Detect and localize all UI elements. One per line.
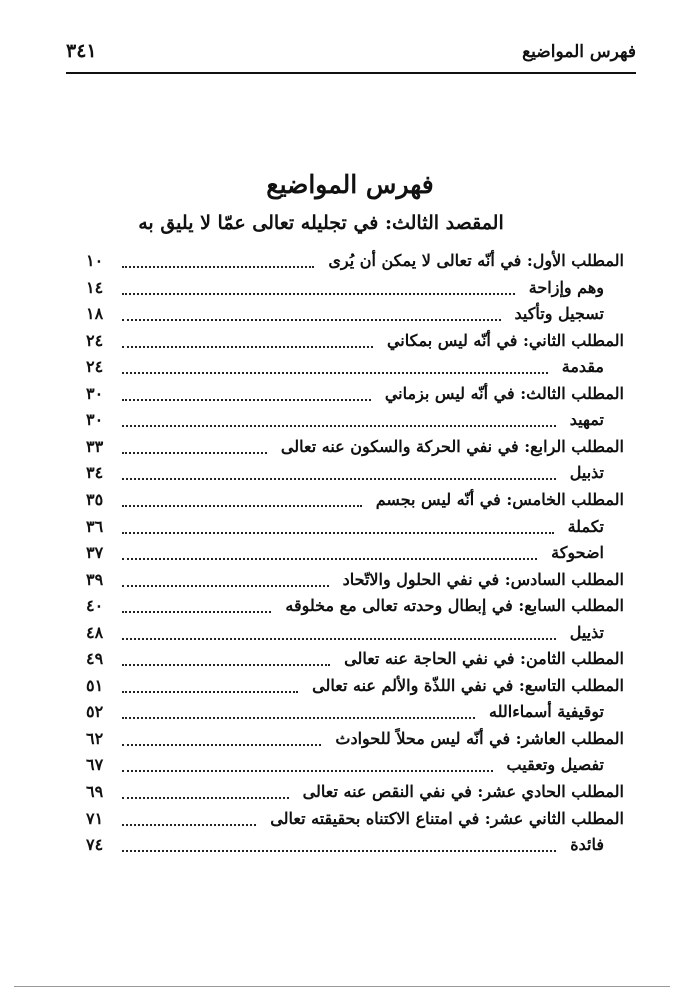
section-heading: المقصد الثالث: في تجليله تعالى عمّا لا يليق به [138, 212, 504, 234]
toc-entry [86, 833, 624, 857]
toc-entry [86, 780, 624, 804]
toc-entry [86, 807, 624, 831]
toc-entry-title: وهم وإزاحة [528, 277, 604, 297]
toc-entry-page: ٣٠ [86, 410, 104, 430]
toc-entry-title: تذبيل [569, 463, 604, 483]
toc-entry [86, 329, 624, 353]
toc-leader-dots [122, 611, 271, 613]
toc-entry-page: ٢٤ [86, 357, 104, 377]
toc-entry [86, 355, 624, 379]
toc-entry [86, 727, 624, 751]
toc-entry [86, 515, 624, 539]
toc-entry [86, 408, 624, 432]
toc-leader-dots [122, 691, 298, 693]
toc-entry-title: تمهيد [569, 410, 604, 430]
toc-leader-dots [122, 372, 548, 374]
toc-entry-page: ٣٧ [86, 543, 104, 563]
toc-leader-dots [122, 824, 256, 826]
toc-leader-dots [122, 744, 321, 746]
toc-entry [86, 541, 624, 565]
toc-leader-dots [122, 319, 501, 321]
toc-entry-title: تذييل [569, 622, 604, 642]
toc-entry [86, 568, 624, 592]
toc-entry-title: تكملة [567, 516, 604, 536]
toc-entry-page: ٥٢ [86, 702, 104, 722]
toc-entry-page: ٤٨ [86, 622, 104, 642]
toc-entry-title: تفصيل وتعقيب [506, 755, 604, 775]
toc-leader-dots [122, 770, 493, 772]
toc-entry-title: اضحوكة [551, 543, 604, 563]
toc-entry-page: ١٠ [86, 251, 104, 270]
toc-entry [86, 621, 624, 645]
toc-entry [86, 461, 624, 485]
toc-entry-page: ٣٩ [86, 569, 104, 589]
toc-entry-page: ٢٤ [86, 330, 104, 350]
toc-leader-dots [122, 452, 267, 454]
toc-entry [86, 647, 624, 671]
toc-entry-title: توقيفية أسماءالله [489, 702, 604, 722]
toc-entry-page: ٦٧ [86, 755, 104, 775]
page-number: ٣٤١ [66, 40, 97, 62]
toc-entry [86, 753, 624, 777]
toc-entry [86, 674, 624, 698]
toc-entry-title: المطلب الخامس: في أنّه ليس بجسم [375, 489, 624, 509]
toc-entry-title: المطلب الحادي عشر: في نفي النقص عنه تعالى [302, 782, 624, 801]
toc-entry-page: ٦٩ [86, 782, 104, 801]
toc-entry-page: ٤٩ [86, 649, 104, 669]
toc-leader-dots [122, 664, 330, 666]
toc-leader-dots [122, 266, 314, 268]
toc-entry-title: المطلب الثالث: في أنّه ليس بزماني [384, 383, 624, 403]
toc-entry-page: ٣٣ [86, 436, 104, 456]
toc-entry-page: ٥١ [86, 675, 104, 695]
toc-entry-page: ٣٤ [86, 463, 104, 483]
toc-entry-title: فائدة [570, 835, 604, 855]
toc-leader-dots [122, 425, 556, 427]
toc-entry-title: المطلب الثاني: في أنّه ليس بمكاني [386, 330, 624, 350]
toc-entry-title: المطلب الثامن: في نفي الحاجة عنه تعالى [344, 649, 624, 669]
toc-leader-dots [122, 399, 371, 401]
toc-entry-title: المطلب السابع: في إبطال وحدته تعالى مع مخلوقه [285, 596, 624, 616]
toc-leader-dots [122, 532, 554, 534]
bottom-rule [14, 986, 670, 987]
toc-entry-title: مقدمة [561, 357, 604, 377]
toc-entry-title: المطلب الأول: في أنّه تعالى لا يمكن أن يُرى [328, 251, 624, 270]
running-header-title: فهرس المواضيع [522, 42, 636, 62]
toc-leader-dots [122, 346, 373, 348]
toc-entry-page: ١٨ [86, 304, 104, 324]
toc-leader-dots [122, 585, 329, 587]
toc-entry [86, 435, 624, 459]
toc-leader-dots [122, 478, 556, 480]
toc-leader-dots [122, 717, 475, 719]
page-title: فهرس المواضيع [266, 170, 434, 199]
toc-entry-title: المطلب التاسع: في نفي اللذّة والألم عنه تعالى [312, 675, 624, 695]
toc-entry-title: المطلب الثاني عشر: في امتناع الاكتناه بحقيقته تعالى [270, 808, 624, 828]
toc-leader-dots [122, 505, 362, 507]
toc-entry [86, 302, 624, 326]
toc-entry-title: المطلب السادس: في نفي الحلول والاتّحاد [342, 569, 624, 589]
toc-entry [86, 700, 624, 724]
toc-leader-dots [122, 293, 515, 295]
toc-entry-page: ٣٥ [86, 489, 104, 509]
toc-entry [86, 276, 624, 300]
toc-entry-page: ٧٤ [86, 835, 104, 855]
toc-entry-page: ٦٢ [86, 728, 104, 748]
toc-entry [86, 594, 624, 618]
toc-leader-dots [122, 638, 556, 640]
toc-entry-page: ٣٦ [86, 516, 104, 536]
toc-entry-page: ٤٠ [86, 596, 104, 616]
toc-entry [86, 382, 624, 406]
toc-entry-page: ١٤ [86, 277, 104, 297]
toc-entry [86, 488, 624, 512]
toc-leader-dots [122, 558, 537, 560]
toc-entry-title: المطلب الرابع: في نفي الحركة والسكون عنه تعالى [280, 436, 624, 456]
toc-entry-page: ٧١ [86, 808, 104, 828]
toc-entry-title: المطلب العاشر: في أنّه ليس محلاً للحوادث [335, 728, 624, 748]
toc-entry-page: ٣٠ [86, 383, 104, 403]
toc-entry [86, 249, 624, 273]
toc-leader-dots [122, 797, 289, 799]
toc-leader-dots [122, 850, 556, 852]
toc-entry-title: تسجيل وتأكيد [514, 304, 604, 324]
